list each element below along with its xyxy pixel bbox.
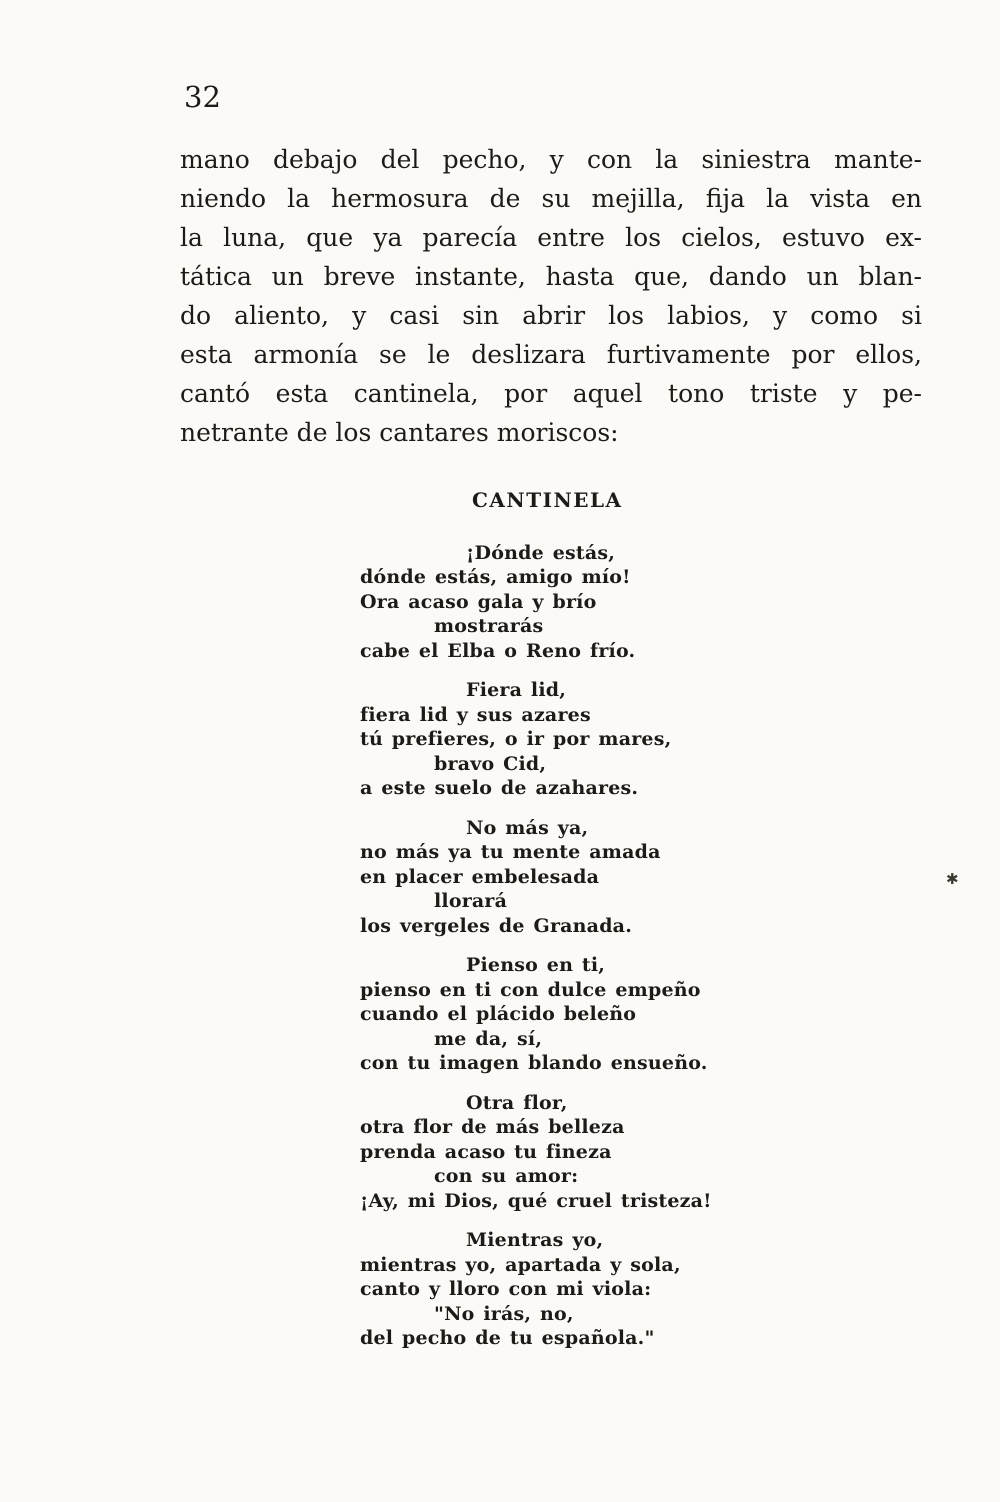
poem-stanza xyxy=(360,678,800,801)
prose-paragraph xyxy=(180,140,922,452)
prose-line: esta armonía se le deslizara furtivamente por ellos, xyxy=(180,340,922,369)
poem-line: los vergeles de Granada. xyxy=(360,914,633,937)
poem-line: con su amor: xyxy=(434,1165,579,1187)
poem-line: a este suelo de azahares. xyxy=(360,777,639,799)
poem-line: ¡Ay, mi Dios, qué cruel tristeza! xyxy=(360,1189,712,1212)
poem-line: tú prefieres, o ir por mares, xyxy=(360,728,672,750)
poem-line: mostrarás xyxy=(434,615,544,637)
poem-line: fiera lid y sus azares xyxy=(360,703,591,726)
poem-line: No más ya, xyxy=(466,816,589,839)
poem-line: dónde estás, amigo mío! xyxy=(360,566,631,588)
poem-title: CANTINELA xyxy=(472,488,623,512)
poem-line: me da, sí, xyxy=(434,1027,543,1050)
poem-line: "No irás, no, xyxy=(434,1302,574,1325)
poem-line: Mientras yo, xyxy=(466,1229,604,1251)
prose-line: netrante de los cantares moriscos: xyxy=(180,418,619,447)
poem-stanza xyxy=(360,541,800,664)
poem-line: cuando el plácido beleño xyxy=(360,1003,637,1025)
prose-line: mano debajo del pecho, y con la siniestra mante- xyxy=(180,145,922,174)
ink-mark-ornament: ✱ xyxy=(946,870,959,888)
poem-line: Ora acaso gala y brío xyxy=(360,590,597,613)
poem-line: canto y lloro con mi viola: xyxy=(360,1278,652,1300)
poem-line: pienso en ti con dulce empeño xyxy=(360,978,701,1001)
poem-line: no más ya tu mente amada xyxy=(360,841,661,863)
poem-stanza xyxy=(360,816,800,939)
poem-stanza xyxy=(360,1091,800,1214)
poem-line: Pienso en ti, xyxy=(466,954,606,976)
prose-line: cantó esta cantinela, por aquel tono triste y pe- xyxy=(180,379,922,408)
poem-line: otra flor de más belleza xyxy=(360,1116,625,1138)
poem-line: ¡Dónde estás, xyxy=(466,541,616,564)
poem-line: con tu imagen blando ensueño. xyxy=(360,1052,708,1074)
poem-stanza xyxy=(360,1228,800,1351)
prose-line: do aliento, y casi sin abrir los labios, y como si xyxy=(180,301,922,330)
prose-line: tática un breve instante, hasta que, dando un blan- xyxy=(180,262,922,291)
poem-line: mientras yo, apartada y sola, xyxy=(360,1253,681,1276)
poem-line: Fiera lid, xyxy=(466,679,567,701)
poem-stanza xyxy=(360,953,800,1076)
poem xyxy=(360,488,800,1366)
prose-line: la luna, que ya parecía entre los cielos, estuvo ex- xyxy=(180,223,922,252)
poem-line: bravo Cid, xyxy=(434,752,547,775)
page-number: 32 xyxy=(184,80,221,114)
poem-line: cabe el Elba o Reno frío. xyxy=(360,639,636,662)
poem-line: prenda acaso tu fineza xyxy=(360,1140,612,1163)
poem-line: Otra flor, xyxy=(466,1091,568,1114)
poem-line: en placer embelesada xyxy=(360,865,600,888)
poem-line: llorará xyxy=(434,890,508,912)
prose-line: niendo la hermosura de su mejilla, fija la vista en xyxy=(180,184,922,213)
poem-line: del pecho de tu española." xyxy=(360,1327,655,1349)
